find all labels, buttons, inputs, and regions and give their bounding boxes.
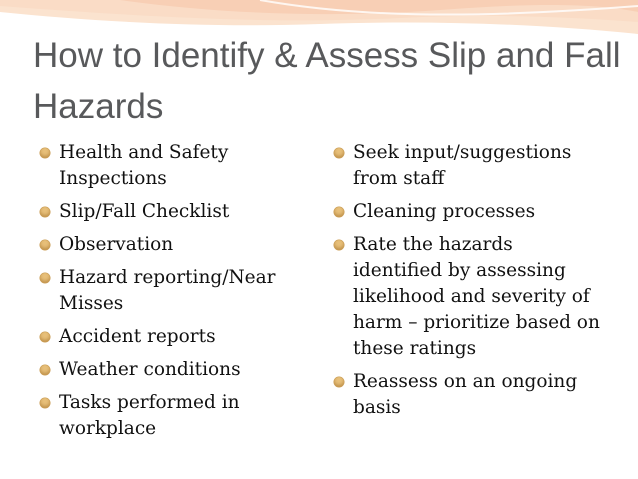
right-bullet-list — [332, 140, 602, 428]
bullet-item: Reassess on an ongoing basis — [332, 369, 602, 421]
bullet-item: Rate the hazards identified by assessing likelihood and severity of harm – prioritize based on these ratings — [332, 232, 602, 362]
bullet-item: Seek input/suggestions from staff — [332, 140, 602, 192]
bullet-item: Cleaning processes — [332, 199, 602, 225]
left-bullet-list — [38, 140, 300, 449]
bullet-item: Observation — [38, 232, 300, 258]
bullet-item: Accident reports — [38, 324, 300, 350]
bullet-item: Hazard reporting/Near Misses — [38, 265, 300, 317]
bullet-item: Health and Safety Inspections — [38, 140, 300, 192]
bullet-item: Weather conditions — [38, 357, 300, 383]
bullet-item: Slip/Fall Checklist — [38, 199, 300, 225]
slide-title: How to Identify & Assess Slip and Fall Hazards — [33, 36, 621, 126]
bullet-item: Tasks performed in workplace — [38, 390, 300, 442]
